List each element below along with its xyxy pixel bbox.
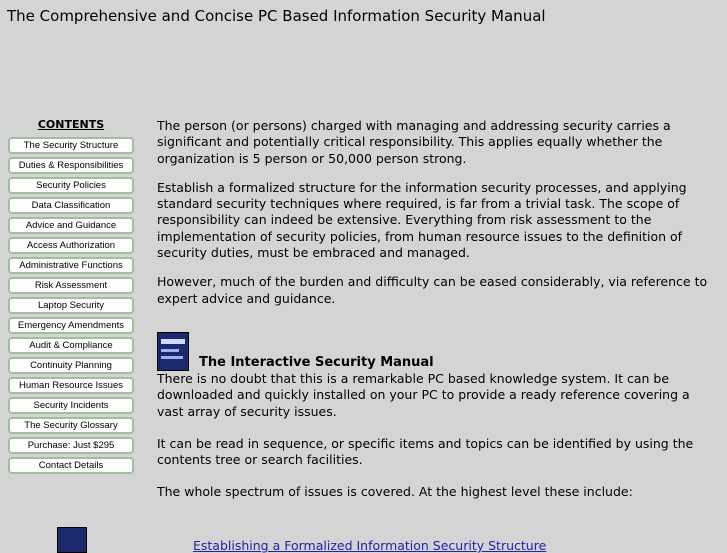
nav-continuity-planning[interactable]: Continuity Planning <box>8 357 134 374</box>
product-paragraph-3: The whole spectrum of issues is covered. At the highest level these include: <box>157 484 633 500</box>
nav-data-classification[interactable]: Data Classification <box>8 197 134 214</box>
intro-paragraph-3: However, much of the burden and difficulty can be eased considerably, via reference to expert advice and guidance. <box>157 274 708 306</box>
nav-advice-guidance[interactable]: Advice and Guidance <box>8 217 134 234</box>
intro-paragraph-2: Establish a formalized structure for the information security processes, and applying standard security techniques where required, is far from a trivial task. The scope of responsibility can indeed be extensive. Everything from risk assessment to the implementation of security policies, from human resource issues to the definition of security duties, must be embraced and managed. <box>157 179 687 261</box>
nav-risk-assessment[interactable]: Risk Assessment <box>8 277 134 294</box>
nav-laptop-security[interactable]: Laptop Security <box>8 297 134 314</box>
nav-duties-responsibilities[interactable]: Duties & Responsibilities <box>8 157 134 174</box>
product-heading-row <box>157 332 719 371</box>
product-book-image[interactable] <box>157 332 189 371</box>
nav-human-resource-issues[interactable]: Human Resource Issues <box>8 377 134 394</box>
product-paragraph-1: There is no doubt that this is a remarkable PC based knowledge system. It can be downloaded and quickly installed on your PC to provide a ready reference covering a vast array of security issues. <box>157 370 690 419</box>
product-paragraph-2: It can be read in sequence, or specific items and topics can be identified by using the contents tree or search facilities. <box>157 435 694 468</box>
nav-access-authorization[interactable]: Access Authorization <box>8 237 134 254</box>
section-heading: The Interactive Security Manual <box>199 354 434 370</box>
page-title: The Comprehensive and Concise PC Based Information Security Manual <box>7 7 546 25</box>
product-book-thumbnail[interactable] <box>57 527 87 553</box>
main-content <box>157 118 719 514</box>
nav-emergency-amendments[interactable]: Emergency Amendments <box>8 317 134 334</box>
intro-paragraph-1: The person (or persons) charged with managing and addressing security carries a significant and potentially critical responsibility. This applies equally whether the organization is 5 person or 50,000 person strong. <box>157 118 671 166</box>
nav-purchase[interactable]: Purchase: Just $295 <box>8 437 134 454</box>
nav-security-incidents[interactable]: Security Incidents <box>8 397 134 414</box>
sidebar-nav <box>0 118 142 477</box>
nav-administrative-functions[interactable]: Administrative Functions <box>8 257 134 274</box>
nav-contact-details[interactable]: Contact Details <box>8 457 134 474</box>
link-formalized-structure[interactable]: Establishing a Formalized Information Security Structure <box>193 538 547 553</box>
nav-security-policies[interactable]: Security Policies <box>8 177 134 194</box>
nav-security-structure[interactable]: The Security Structure <box>8 137 134 154</box>
contents-heading: CONTENTS <box>37 118 105 131</box>
nav-security-glossary[interactable]: The Security Glossary <box>8 417 134 434</box>
nav-audit-compliance[interactable]: Audit & Compliance <box>8 337 134 354</box>
